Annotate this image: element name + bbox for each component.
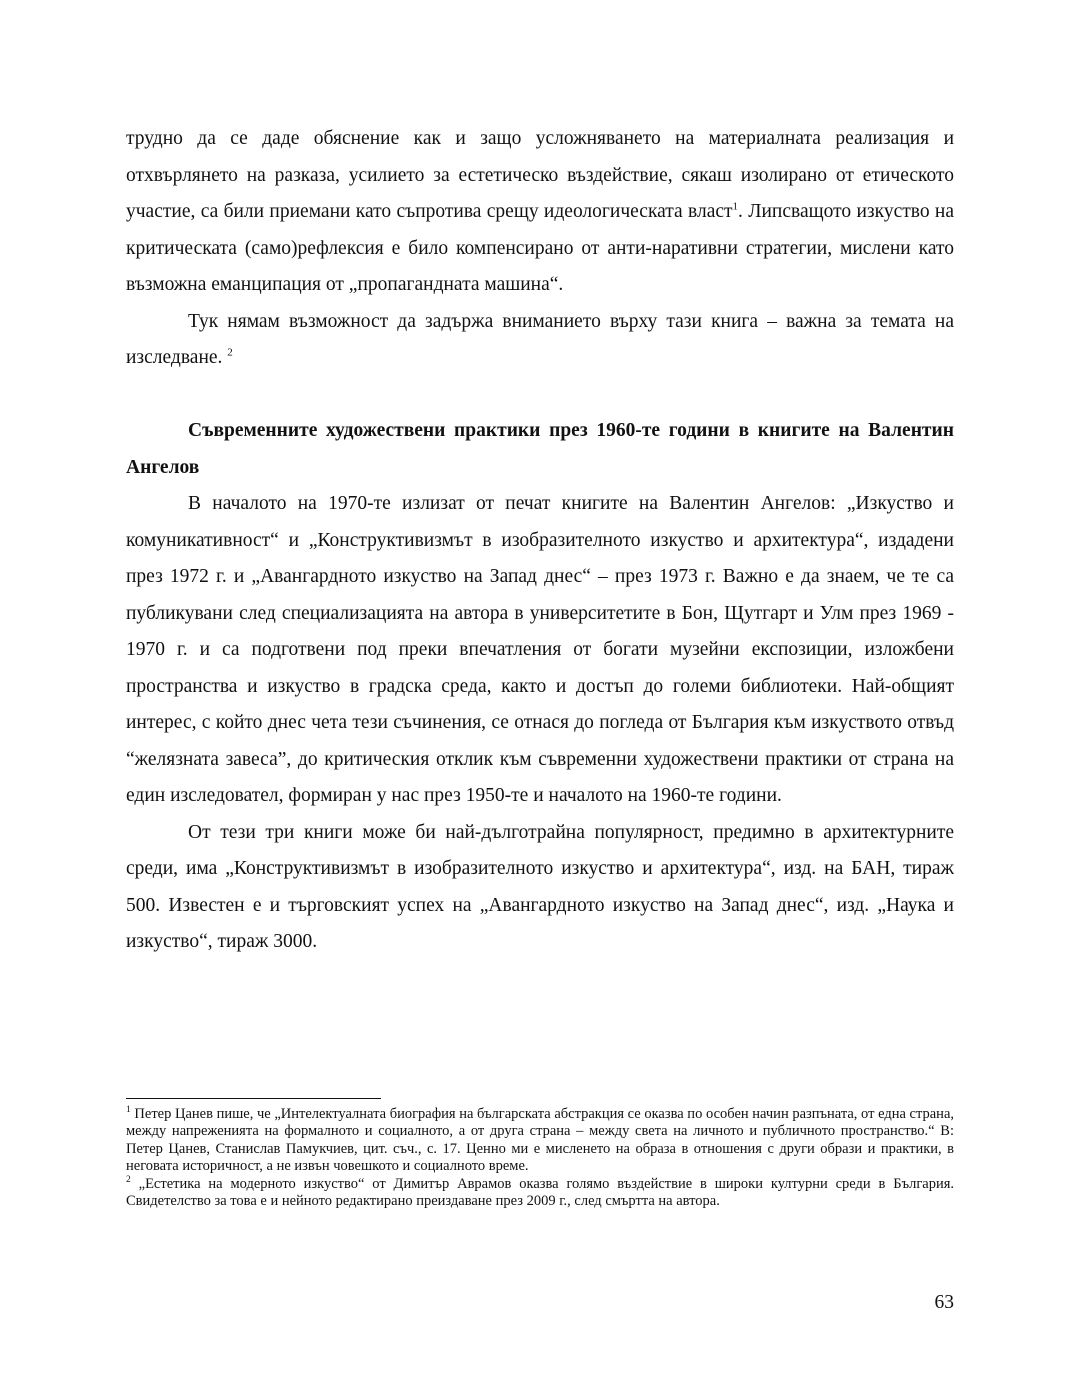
page-number: 63	[934, 1292, 954, 1313]
footnote-2	[126, 1176, 954, 1211]
footnote-1-number: 1	[126, 1105, 131, 1116]
paragraph-2	[126, 304, 954, 377]
main-text	[126, 121, 954, 961]
paragraph-1-text: трудно да се даде обяснение как и защо усложняването на материалната реализация и отхвърлянето на разказа, усилието за естетическо въздействие, сякаш изолирано от етическото участие, са били приемани като съпротива срещу идеологическата власт	[126, 128, 954, 222]
paragraph-3: В началото на 1970-те излизат от печат книгите на Валентин Ангелов: „Изкуство и комуникативност“ и „Конструктивизмът в изобразителното изкуство и архитектура“, издадени през 1972 г. и „Авангардното изкуство на Запад днес“ – през 1973 г. Важно е да знаем, че те са публикувани след специализацията на автора в университетите в Бон, Щутгарт и Улм през 1969 - 1970 г. и са подготвени под преки впечатления от богати музейни експозиции, изложбени пространства и изкуство в градска среда, както и достъп до големи библиотеки. Най-общият интерес, с който днес чета тези съчинения, се отнася до погледа от България към изкуството отвъд “желязната завеса”, до критическия отклик към съвременни художествени практики от страна на един изследовател, формиран у нас през 1950-те и началото на 1960-те години.	[126, 493, 954, 806]
paragraph-1-period: .	[738, 201, 743, 222]
paragraph-1-continuation: Липсващото изкуство на критическата (само)рефлексия е било компенсирано от анти-наративни стратегии, мислени като възможна еманципация от „пропагандната машина“.	[126, 201, 954, 295]
footnote-1	[126, 1106, 954, 1176]
footnote-1-text: Петер Цанев пише, че „Интелектуалната биография на българската абстракция се оказва по особен начин разпъната, от една страна, между напреженията на формалното и социалното, а от друга страна – между света на личното и публичното пространство.“ В: Петер Цанев, Станислав Памукчиев, цит. съч., с. 17. Ценно ми е мисленето на образа в отношения с други образи и практики, в неговата историчност, а не извън човешкото и социалното време.	[126, 1106, 955, 1175]
section-heading: Съвременните художествени практики през 1960-те години в книгите на Валентин Ангелов	[126, 420, 954, 478]
footnotes	[126, 1106, 954, 1210]
paragraph-4: От тези три книги може би най-дълготрайна популярност, предимно в архитектурните среди, има „Конструктивизмът в изобразителното изкуство и архитектура“, изд. на БАН, тираж 500. Известен е и търговският успех на „Авангардното изкуство на Запад днес“, изд. „Наука и изкуство“, тираж 3000.	[126, 821, 954, 952]
footnote-separator	[126, 1098, 381, 1099]
footnote-2-text: „Естетика на модерното изкуство“ от Димитър Аврамов оказва голямо въздействие в широки културни среди в България. Свидетелство за това е и нейното редактирано преиздаване през 2009 г., след смъртта на автора.	[126, 1175, 955, 1210]
paragraph-1	[126, 121, 954, 304]
footnote-2-number: 2	[126, 1174, 131, 1185]
footnote-ref-1[interactable]: 1	[732, 200, 739, 213]
paragraph-2-text: Тук нямам възможност да задържа вниманието върху тази книга – важна за темата на изследване.	[126, 310, 954, 368]
footnote-ref-2[interactable]: 2	[227, 346, 233, 359]
